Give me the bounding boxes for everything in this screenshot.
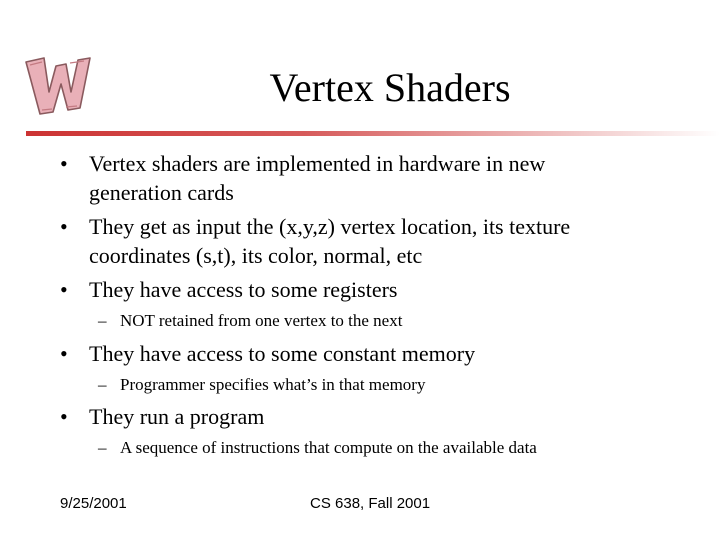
bullet-dot: • [60,214,68,239]
sub-bullet-dash: – [98,438,107,457]
uw-motion-w-logo-icon [22,52,92,118]
bullet-text: coordinates (s,t), its color, normal, etc [89,243,423,268]
sub-bullet-text: Programmer specifies what’s in that memory [120,375,426,394]
sub-bullet-text: NOT retained from one vertex to the next [120,311,403,330]
bullet-text: They have access to some constant memory [89,341,476,366]
bullet-dot: • [60,277,68,302]
bullet-text: They run a program [89,404,265,429]
sub-bullet-text: A sequence of instructions that compute on the available data [120,438,537,457]
sub-bullet-dash: – [98,375,107,394]
bullet-text: Vertex shaders are implemented in hardware in new [89,151,546,176]
sub-bullet-dash: – [98,311,107,330]
bullet-text: They get as input the (x,y,z) vertex location, its texture [89,214,571,239]
footer-date: 9/25/2001 [60,495,127,512]
slide-title: Vertex Shaders [269,65,511,110]
bullet-dot: • [60,341,68,366]
title-divider [26,131,720,136]
bullet-dot: • [60,404,68,429]
bullet-text: generation cards [89,180,234,205]
footer-course: CS 638, Fall 2001 [310,495,431,512]
bullet-text: They have access to some registers [89,277,398,302]
bullet-dot: • [60,151,68,176]
